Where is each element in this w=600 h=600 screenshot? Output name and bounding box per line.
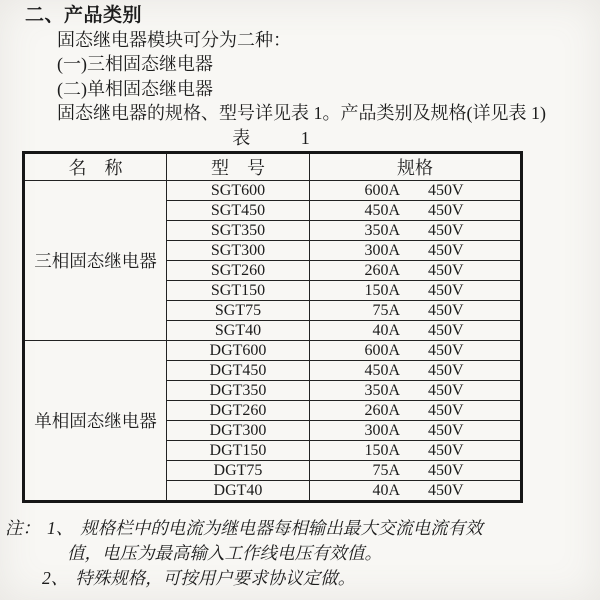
voltage-value: 450V	[428, 441, 464, 459]
note-2-number: 2、	[42, 568, 69, 589]
spec-cell	[310, 341, 522, 361]
model-cell: SGT350	[167, 221, 310, 241]
group-name-single-phase: 单相固态继电器	[24, 341, 167, 502]
current-value: 40A	[372, 321, 400, 339]
intro-line-spec-ref: 固态继电器的规格、型号详见表 1。产品类别及规格(详见表 1)	[57, 102, 546, 123]
current-value: 75A	[372, 301, 400, 319]
voltage-value: 450V	[428, 341, 464, 359]
note-line-1	[5, 516, 600, 541]
note-2-text: 特殊规格，可按用户要求协议定做。	[75, 568, 356, 589]
spec-cell	[310, 401, 522, 421]
voltage-value: 450V	[428, 421, 464, 439]
intro-section	[0, 28, 600, 125]
table-caption-label: 表	[232, 128, 251, 149]
product-spec-table	[22, 151, 523, 503]
spec-cell	[310, 381, 522, 401]
voltage-value: 450V	[428, 321, 464, 339]
model-cell: DGT260	[167, 401, 310, 421]
model-cell: DGT450	[167, 361, 310, 381]
header-cell-model: 型 号	[167, 153, 310, 181]
page-title: 二、产品类别	[25, 5, 143, 26]
voltage-value: 450V	[428, 481, 464, 499]
current-value: 300A	[364, 421, 400, 439]
spec-cell	[310, 461, 522, 481]
model-cell: DGT300	[167, 421, 310, 441]
spec-cell	[310, 201, 522, 221]
voltage-value: 450V	[428, 281, 464, 299]
model-cell: SGT600	[167, 181, 310, 201]
note-1-text-part1: 规格栏中的电流为继电器每相输出最大交流电流有效	[80, 518, 483, 539]
model-cell: SGT260	[167, 261, 310, 281]
current-value: 600A	[364, 341, 400, 359]
current-value: 150A	[364, 281, 400, 299]
voltage-value: 450V	[428, 201, 464, 219]
model-cell: DGT350	[167, 381, 310, 401]
spec-cell	[310, 281, 522, 301]
note-1-text-part2: 值，电压为最高输入工作线电压有效值。	[67, 543, 382, 564]
current-value: 260A	[364, 401, 400, 419]
current-value: 300A	[364, 241, 400, 259]
header-cell-spec: 规格	[310, 153, 522, 181]
current-value: 350A	[364, 221, 400, 239]
spec-cell	[310, 221, 522, 241]
model-cell: DGT150	[167, 441, 310, 461]
header-cell-name: 名 称	[24, 153, 167, 181]
model-cell: SGT40	[167, 321, 310, 341]
spec-cell	[310, 361, 522, 381]
current-value: 450A	[364, 201, 400, 219]
voltage-value: 450V	[428, 241, 464, 259]
intro-line-single-phase: (二)单相固态继电器	[57, 78, 213, 99]
voltage-value: 450V	[428, 461, 464, 479]
spec-cell	[310, 481, 522, 502]
current-value: 350A	[364, 381, 400, 399]
note-line-2	[67, 541, 600, 566]
voltage-value: 450V	[428, 361, 464, 379]
current-value: 40A	[372, 481, 400, 499]
table-caption-number: 1	[300, 128, 310, 149]
model-cell: SGT150	[167, 281, 310, 301]
table-caption	[22, 125, 520, 151]
model-cell: DGT75	[167, 461, 310, 481]
table-row	[24, 181, 522, 201]
group-name-three-phase: 三相固态继电器	[24, 181, 167, 341]
note-prefix: 注：	[5, 518, 40, 539]
voltage-value: 450V	[428, 261, 464, 279]
current-value: 150A	[364, 441, 400, 459]
spec-cell	[310, 441, 522, 461]
voltage-value: 450V	[428, 221, 464, 239]
voltage-value: 450V	[428, 381, 464, 399]
current-value: 450A	[364, 361, 400, 379]
model-cell: SGT300	[167, 241, 310, 261]
current-value: 600A	[364, 181, 400, 199]
current-value: 75A	[372, 461, 400, 479]
intro-line-three-phase: (一)三相固态继电器	[57, 54, 213, 75]
model-cell: SGT75	[167, 301, 310, 321]
model-cell: SGT450	[167, 201, 310, 221]
intro-line-types: 固态继电器模块可分为二种：	[57, 30, 291, 50]
spec-cell	[310, 261, 522, 281]
spec-cell	[310, 241, 522, 261]
spec-cell	[310, 181, 522, 201]
model-cell: DGT40	[167, 481, 310, 502]
table-header-row	[24, 153, 522, 181]
voltage-value: 450V	[428, 401, 464, 419]
note-line-3	[42, 566, 600, 591]
spec-cell	[310, 301, 522, 321]
voltage-value: 450V	[428, 301, 464, 319]
voltage-value: 450V	[428, 181, 464, 199]
spec-cell	[310, 421, 522, 441]
current-value: 260A	[364, 261, 400, 279]
spec-cell	[310, 321, 522, 341]
table-row	[24, 341, 522, 361]
note-1-number: 1、	[47, 518, 74, 539]
notes-section	[5, 516, 600, 591]
model-cell: DGT600	[167, 341, 310, 361]
